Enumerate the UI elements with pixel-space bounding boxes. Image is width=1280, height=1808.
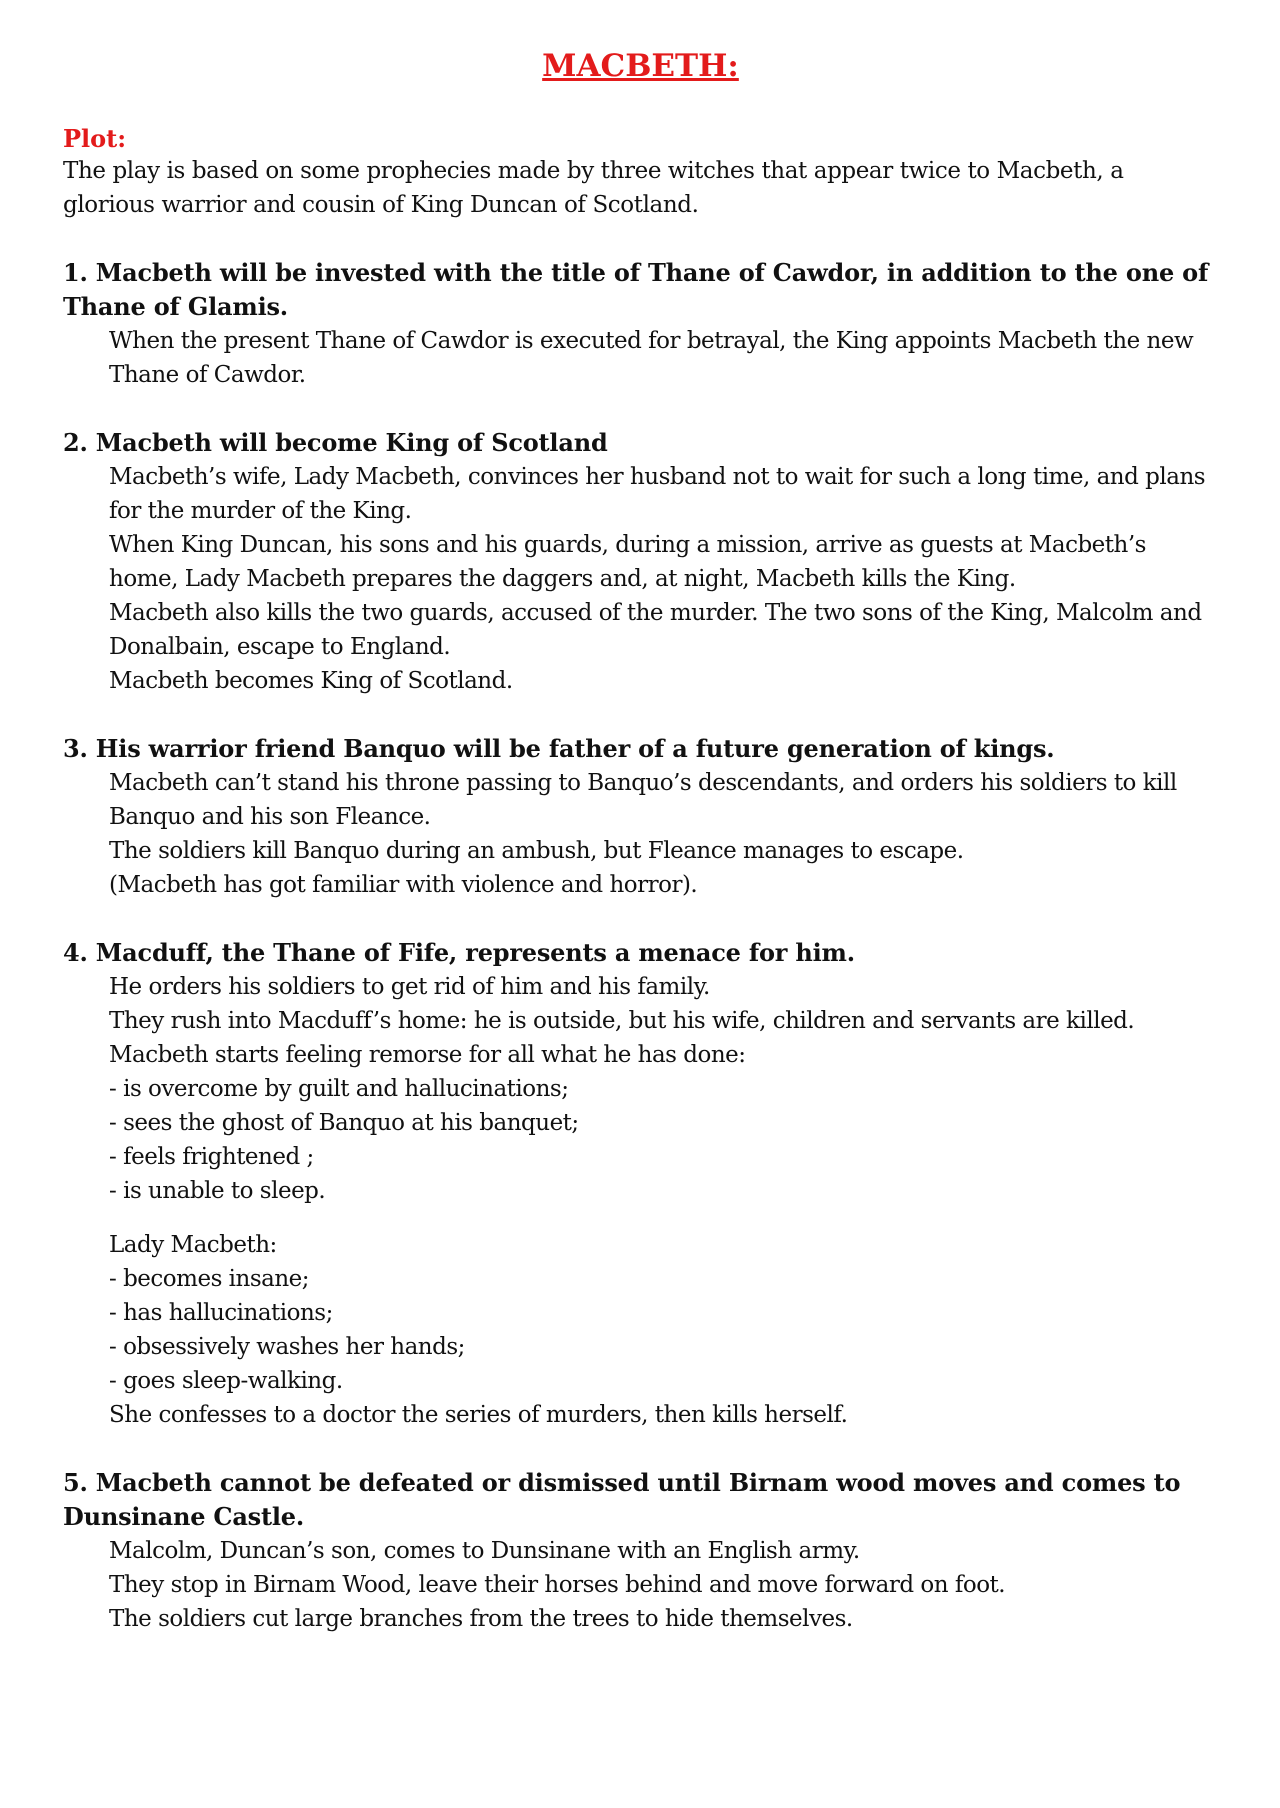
section-line: They rush into Macduff’s home: he is outside, but his wife, children and servants are killed. bbox=[109, 1008, 1135, 1034]
list-item: - is unable to sleep. bbox=[109, 1178, 326, 1204]
section-line: He orders his soldiers to get rid of him and his family. bbox=[109, 974, 710, 1000]
section-line: They stop in Birnam Wood, leave their horses behind and move forward on foot. bbox=[109, 1572, 1006, 1598]
list-item: - becomes insane; bbox=[109, 1266, 310, 1292]
prophecy-section-3 bbox=[63, 732, 1218, 902]
section-line: Lady Macbeth: bbox=[109, 1232, 277, 1258]
intro-paragraph: The play is based on some prophecies made by three witches that appear twice to Macbeth, a glorious warrior and cousin of King Duncan of Scotland. bbox=[63, 158, 1124, 218]
section-heading: 1. Macbeth will be invested with the title of Thane of Cawdor, in addition to the one of Thane of Glamis. bbox=[63, 258, 1209, 321]
document-title: MACBETH: bbox=[542, 48, 739, 84]
section-line: Malcolm, Duncan’s son, comes to Dunsinane with an English army. bbox=[109, 1538, 860, 1564]
list-item: - feels frightened ; bbox=[109, 1144, 314, 1170]
section-heading: 5. Macbeth cannot be defeated or dismissed until Birnam wood moves and comes to Dunsinane Castle. bbox=[63, 1468, 1181, 1531]
list-item: - obsessively washes her hands; bbox=[109, 1334, 465, 1360]
section-line: When King Duncan, his sons and his guards, during a mission, arrive as guests at Macbeth’s home, Lady Macbeth prepares the daggers and, at night, Macbeth kills the King. bbox=[109, 532, 1146, 592]
prophecy-section-4 bbox=[63, 936, 1218, 1432]
section-line: When the present Thane of Cawdor is executed for betrayal, the King appoints Macbeth the new Thane of Cawdor. bbox=[109, 328, 1194, 388]
prophecy-section-2 bbox=[63, 426, 1218, 698]
section-line: She confesses to a doctor the series of murders, then kills herself. bbox=[109, 1402, 848, 1428]
section-line: Macbeth can’t stand his throne passing to Banquo’s descendants, and orders his soldiers to kill Banquo and his son Fleance. bbox=[109, 770, 1177, 830]
prophecy-section-1 bbox=[63, 256, 1218, 392]
section-line: Macbeth’s wife, Lady Macbeth, convinces her husband not to wait for such a long time, and plans for the murder of the King. bbox=[109, 464, 1206, 524]
paragraph-gap bbox=[63, 1208, 1218, 1228]
section-line: Macbeth starts feeling remorse for all what he has done: bbox=[109, 1042, 746, 1068]
section-heading: 2. Macbeth will become King of Scotland bbox=[63, 428, 608, 457]
section-line: Macbeth becomes King of Scotland. bbox=[109, 668, 513, 694]
section-line: The soldiers cut large branches from the trees to hide themselves. bbox=[109, 1606, 853, 1632]
list-item: - is overcome by guilt and hallucinations; bbox=[109, 1076, 569, 1102]
section-line: Macbeth also kills the two guards, accused of the murder. The two sons of the King, Malcolm and Donalbain, escape to England. bbox=[109, 600, 1202, 660]
list-item: - sees the ghost of Banquo at his banquet; bbox=[109, 1110, 579, 1136]
section-line: (Macbeth has got familiar with violence and horror). bbox=[109, 872, 698, 898]
prophecy-section-5 bbox=[63, 1466, 1218, 1636]
plot-label: Plot: bbox=[63, 124, 127, 153]
section-line: The soldiers kill Banquo during an ambush, but Fleance manages to escape. bbox=[109, 838, 964, 864]
list-item: - has hallucinations; bbox=[109, 1300, 333, 1326]
section-heading: 3. His warrior friend Banquo will be father of a future generation of kings. bbox=[63, 734, 1055, 763]
section-heading: 4. Macduff, the Thane of Fife, represents a menace for him. bbox=[63, 938, 855, 967]
list-item: - goes sleep-walking. bbox=[109, 1368, 343, 1394]
